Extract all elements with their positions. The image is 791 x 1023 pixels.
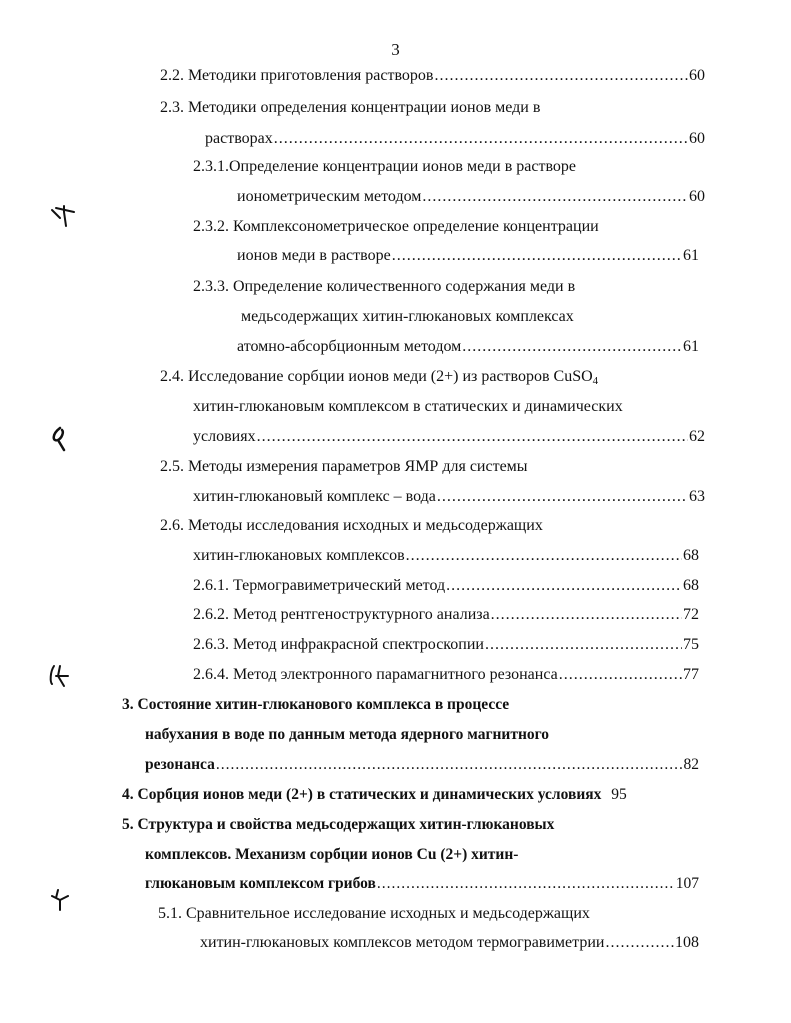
toc-entry-2-4 bbox=[160, 367, 598, 391]
toc-entry-title: 2.6.1. Термогравиметрический метод bbox=[193, 577, 446, 594]
toc-chapter-5: 5. Структура и свойства медьсодержащих хитин-глюкановых bbox=[122, 816, 555, 833]
toc-entry-2-6-cont bbox=[193, 546, 699, 566]
page-number: 3 bbox=[391, 40, 400, 59]
dot-leader bbox=[406, 546, 682, 566]
handwritten-mark-icon bbox=[48, 202, 78, 232]
toc-entry-2-3-2-cont bbox=[237, 246, 699, 266]
handwritten-mark-icon bbox=[44, 662, 74, 692]
dot-leader bbox=[422, 187, 688, 207]
dot-leader bbox=[274, 129, 688, 149]
toc-entry-title: атомно-абсорбционным методом bbox=[237, 338, 462, 355]
dot-leader bbox=[559, 665, 682, 685]
toc-entry-title: ионометрическим методом bbox=[237, 188, 422, 205]
toc-entry-2-3-1-cont bbox=[237, 187, 705, 207]
dot-leader bbox=[257, 427, 688, 447]
toc-entry-page: 72 bbox=[683, 606, 699, 623]
toc-entry-page: 60 bbox=[689, 130, 705, 147]
toc-entry-title: 2.2. Методики приготовления растворов bbox=[160, 67, 434, 84]
toc-entry-title: 2.6.2. Метод рентгеноструктурного анализа bbox=[193, 606, 490, 623]
dot-leader bbox=[437, 487, 688, 507]
toc-entry-2-5: 2.5. Методы измерения параметров ЯМР для системы bbox=[160, 458, 528, 475]
toc-entry-page: 82 bbox=[683, 756, 699, 773]
toc-entry-2-6: 2.6. Методы исследования исходных и медьсодержащих bbox=[160, 517, 543, 534]
toc-entry-page: 68 bbox=[683, 577, 699, 594]
toc-entry-title: 2.6.3. Метод инфракрасной спектроскопии bbox=[193, 636, 484, 653]
toc-entry-2-3-cont bbox=[205, 129, 705, 149]
toc-entry-title: растворах bbox=[205, 130, 273, 147]
subscript: 4 bbox=[592, 375, 599, 387]
dot-leader bbox=[434, 66, 688, 86]
dot-leader bbox=[446, 576, 682, 596]
dot-leader bbox=[216, 755, 683, 775]
toc-chapter-3: 3. Состояние хитин-глюканового комплекса в процессе bbox=[122, 696, 510, 713]
dot-leader bbox=[462, 337, 682, 357]
toc-entry-page: 60 bbox=[689, 188, 705, 205]
dot-leader bbox=[491, 605, 682, 625]
toc-entry-page: 95 bbox=[611, 786, 627, 803]
toc-entry-page: 68 bbox=[683, 547, 699, 564]
toc-entry-2-5-cont bbox=[193, 487, 705, 507]
toc-entry-title: хитин-глюкановых комплексов методом термогравиметрии bbox=[200, 934, 605, 951]
toc-entry-title: 4. Сорбция ионов меди (2+) в статических и динамических условиях bbox=[122, 786, 602, 803]
toc-entry-2-4-cont2 bbox=[193, 427, 705, 447]
handwritten-mark-icon bbox=[46, 424, 76, 454]
toc-entry-page: 108 bbox=[675, 934, 699, 951]
toc-entry-page: 60 bbox=[689, 67, 705, 84]
toc-entry-title: 2.4. Исследование сорбции ионов меди (2+) из растворов CuSO bbox=[160, 368, 593, 385]
toc-entry-2-6-3 bbox=[193, 635, 699, 655]
toc-chapter-3-cont: набухания в воде по данным метода ядерного магнитного bbox=[145, 726, 550, 743]
toc-entry-title: условиях bbox=[193, 428, 256, 445]
toc-entry-page: 63 bbox=[689, 488, 705, 505]
toc-entry-title: резонанса bbox=[145, 756, 215, 773]
toc-entry-page: 62 bbox=[689, 428, 705, 445]
dot-leader bbox=[392, 246, 682, 266]
toc-entry-title: хитин-глюкановых комплексов bbox=[193, 547, 405, 564]
toc-entry-page: 61 bbox=[683, 247, 699, 264]
toc-entry-page: 75 bbox=[683, 636, 699, 653]
toc-entry-page: 77 bbox=[683, 666, 699, 683]
toc-entry-2-3-1: 2.3.1.Определение концентрации ионов меди в растворе bbox=[193, 158, 576, 175]
toc-chapter-3-cont2 bbox=[145, 755, 699, 775]
toc-chapter-4 bbox=[122, 785, 627, 805]
toc-entry-5-1: 5.1. Сравнительное исследование исходных и медьсодержащих bbox=[158, 905, 590, 922]
dot-leader bbox=[377, 874, 675, 894]
toc-entry-2-6-1 bbox=[193, 576, 699, 596]
toc-entry-2-6-2 bbox=[193, 605, 699, 625]
toc-entry-5-1-cont bbox=[200, 933, 699, 953]
dot-leader bbox=[485, 635, 682, 655]
toc-entry-2-6-4 bbox=[193, 665, 699, 685]
toc-chapter-5-cont2 bbox=[145, 874, 699, 894]
handwritten-mark-icon bbox=[46, 884, 76, 914]
dot-leader bbox=[605, 933, 674, 953]
toc-entry-2-2 bbox=[160, 66, 705, 86]
toc-chapter-5-cont: комплексов. Механизм сорбции ионов Cu (2+) хитин- bbox=[145, 846, 519, 863]
toc-entry-2-3-3-cont: медьсодержащих хитин-глюкановых комплексах bbox=[241, 308, 574, 325]
toc-entry-2-4-cont: хитин-глюкановым комплексом в статических и динамических bbox=[193, 398, 623, 415]
toc-entry-2-3-2: 2.3.2. Комплексонометрическое определение концентрации bbox=[193, 218, 599, 235]
toc-entry-2-3: 2.3. Методики определения концентрации ионов меди в bbox=[160, 99, 541, 116]
toc-entry-title: хитин-глюкановый комплекс – вода bbox=[193, 488, 436, 505]
toc-entry-page: 107 bbox=[675, 875, 699, 892]
toc-entry-page: 61 bbox=[683, 338, 699, 355]
toc-entry-title: глюкановым комплексом грибов bbox=[145, 875, 376, 892]
toc-entry-title: ионов меди в растворе bbox=[237, 247, 391, 264]
toc-entry-2-3-3: 2.3.3. Определение количественного содержания меди в bbox=[193, 278, 576, 295]
toc-entry-title: 2.6.4. Метод электронного парамагнитного резонанса bbox=[193, 666, 558, 683]
toc-entry-2-3-3-cont2 bbox=[237, 337, 699, 357]
